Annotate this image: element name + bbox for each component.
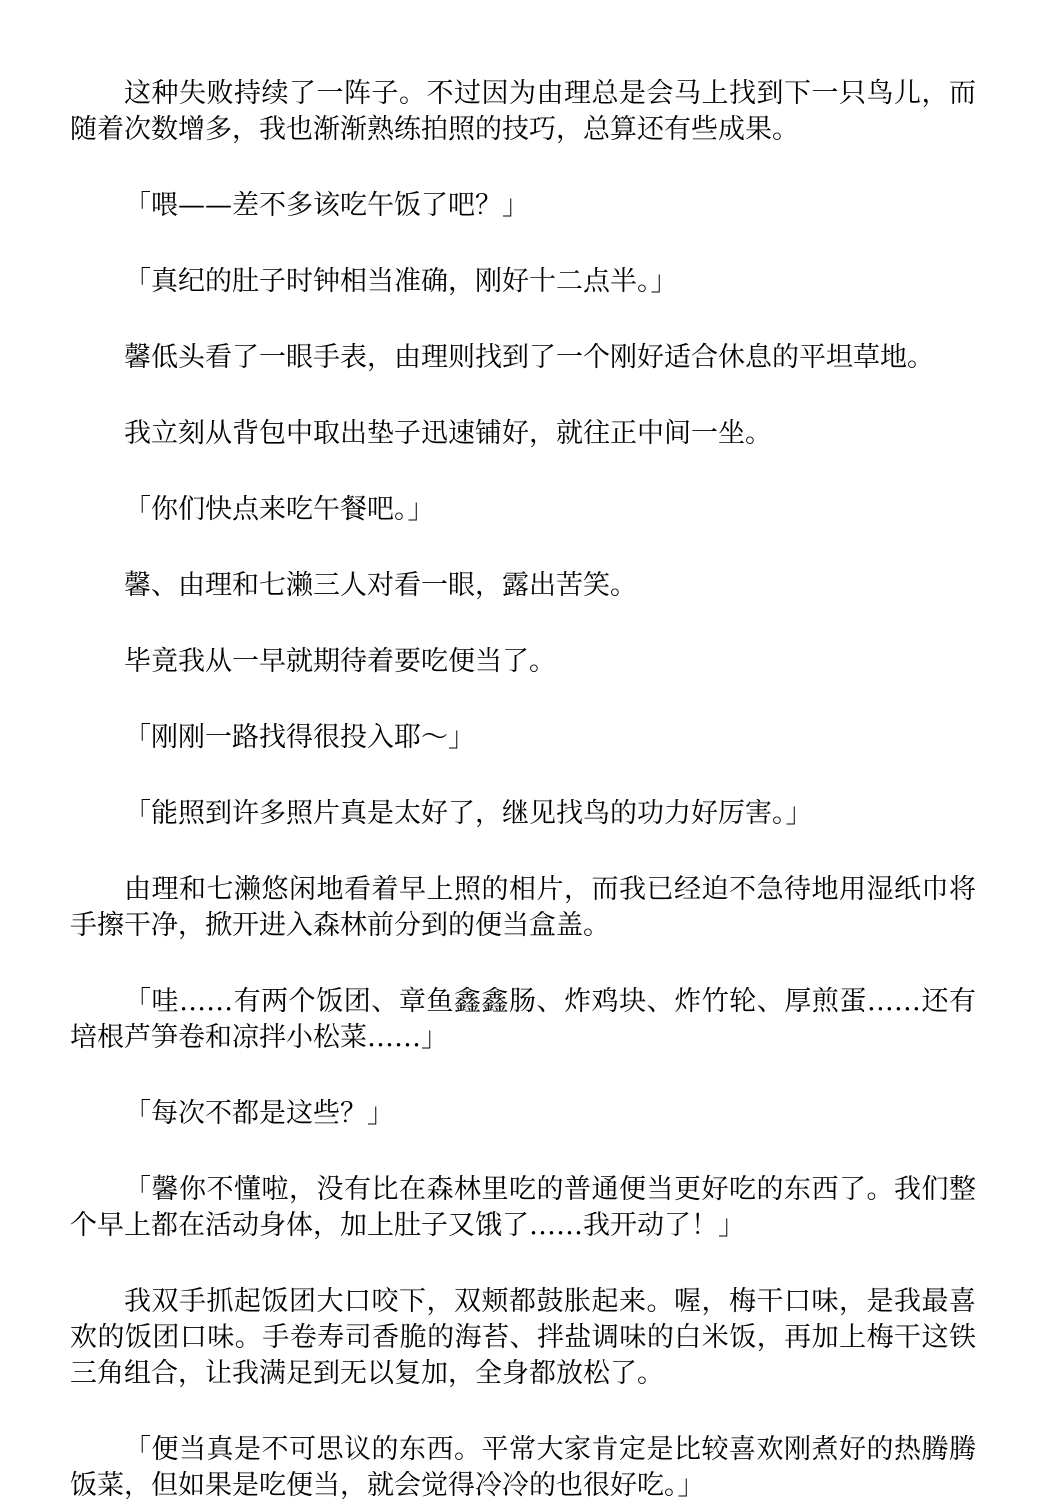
- paragraph: 「能照到许多照片真是太好了，继见找鸟的功力好厉害。」: [124, 798, 813, 829]
- paragraph: 「哇……有两个饭团、章鱼鑫鑫肠、炸鸡块、炸竹轮、厚煎蛋……还有培根芦笋卷和凉拌小松菜……」: [70, 986, 976, 1053]
- paragraph: 馨低头看了一眼手表，由理则找到了一个刚好适合休息的平坦草地。: [124, 342, 934, 373]
- paragraph: 「便当真是不可思议的东西。平常大家肯定是比较喜欢刚煮好的热腾腾饭菜，但如果是吃便当，就会觉得冷冷的也很好吃。」: [70, 1434, 976, 1501]
- paragraph: 「真纪的肚子时钟相当准确，刚好十二点半。」: [124, 266, 678, 297]
- paragraph: 馨、由理和七濑三人对看一眼，露出苦笑。: [124, 570, 637, 601]
- paragraph: 由理和七濑悠闲地看着早上照的相片，而我已经迫不急待地用湿纸巾将手擦干净，掀开进入森林前分到的便当盒盖。: [70, 874, 976, 941]
- paragraph: 「刚刚一路找得很投入耶～」: [124, 722, 475, 753]
- paragraph: 「喂——差不多该吃午饭了吧？」: [124, 190, 529, 221]
- paragraph: 「每次不都是这些？」: [124, 1098, 394, 1129]
- paragraph: 我立刻从背包中取出垫子迅速铺好，就往正中间一坐。: [124, 418, 772, 449]
- paragraph: 毕竟我从一早就期待着要吃便当了。: [124, 646, 556, 677]
- paragraph: 「馨你不懂啦，没有比在森林里吃的普通便当更好吃的东西了。我们整个早上都在活动身体，加上肚子又饿了……我开动了！」: [70, 1174, 976, 1241]
- paragraph: 我双手抓起饭团大口咬下，双颊都鼓胀起来。喔，梅干口味，是我最喜欢的饭团口味。手卷寿司香脆的海苔、拌盐调味的白米饭，再加上梅干这铁三角组合，让我满足到无以复加，全身都放松了。: [70, 1286, 976, 1389]
- paragraph: 「你们快点来吃午餐吧。」: [124, 494, 435, 525]
- paragraph: 这种失败持续了一阵子。不过因为由理总是会马上找到下一只鸟儿，而随着次数增多，我也渐渐熟练拍照的技巧，总算还有些成果。: [70, 78, 976, 145]
